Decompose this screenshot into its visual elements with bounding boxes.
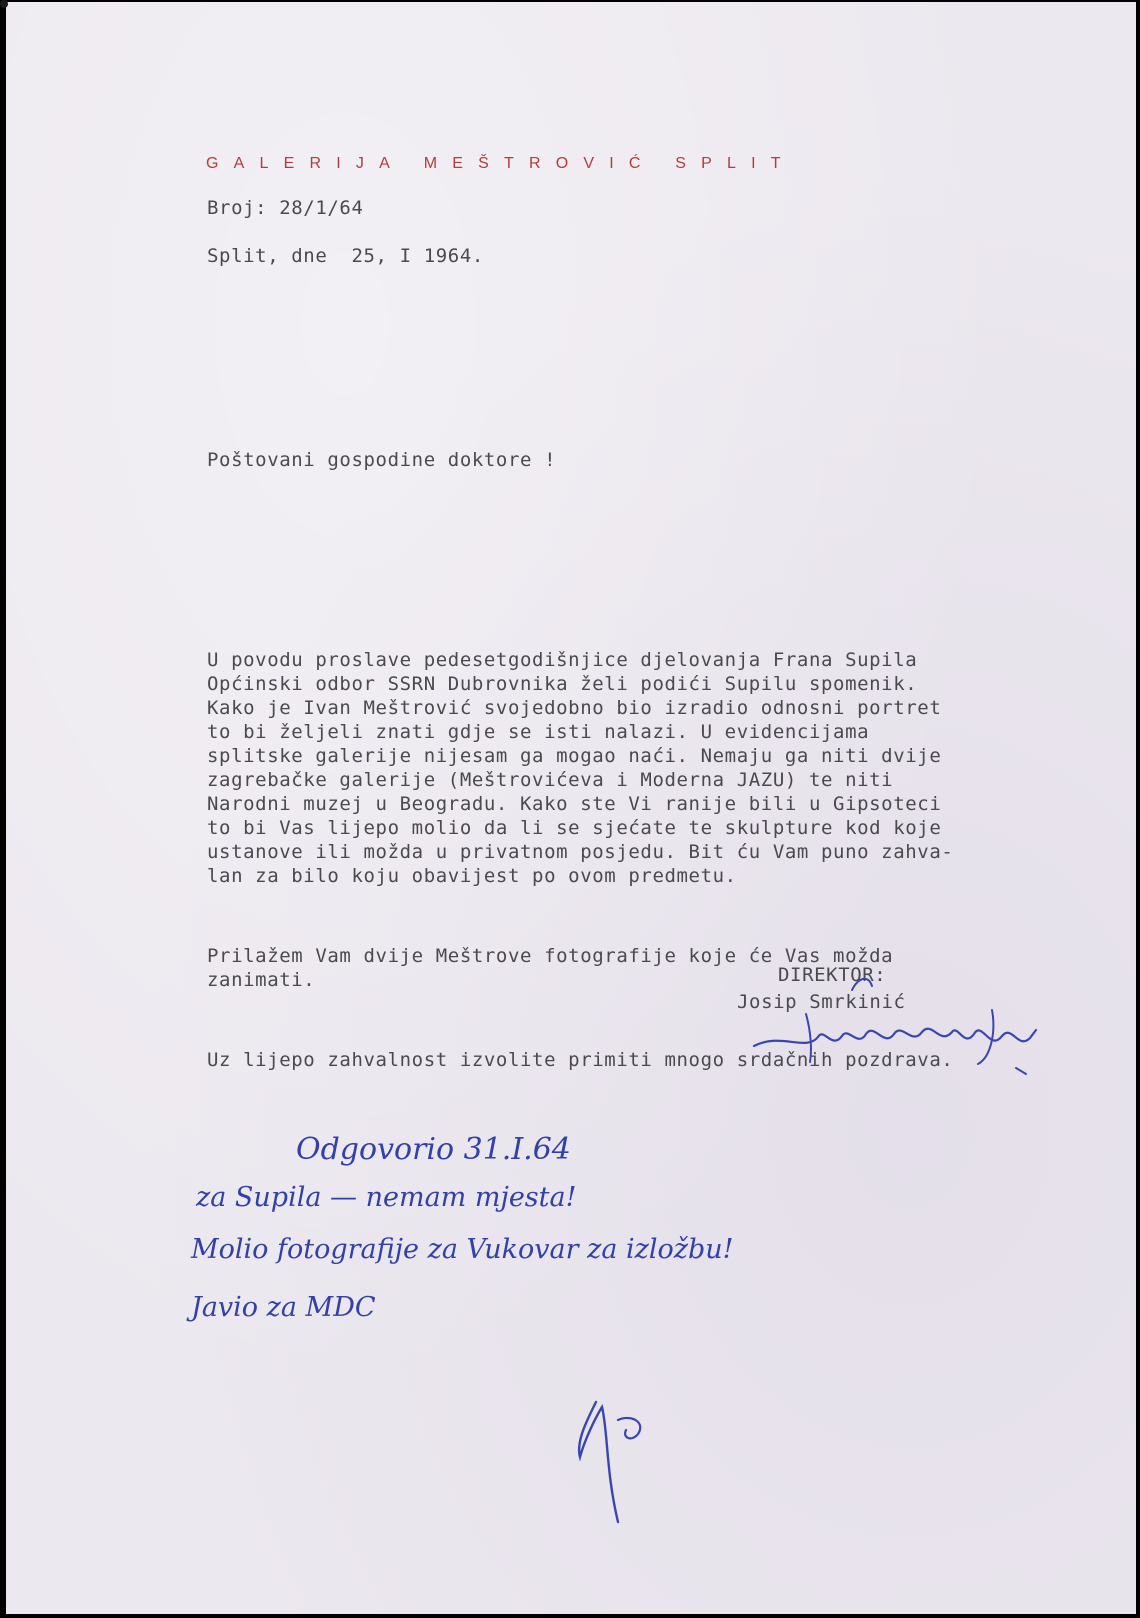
reference-number: Broj: 28/1/64 — [207, 197, 364, 219]
date-line: Split, dne 25, I 1964. — [207, 245, 484, 267]
letterhead-title: GALERIJA MEŠTROVIĆ SPLIT — [206, 155, 796, 172]
signature-title: DIREKTOR: — [778, 964, 887, 986]
body-paragraph-2: Prilažem Vam dvije Meštrove fotografije koje će Vas možda zanimati. — [207, 945, 894, 991]
body-paragraph-3: Uz lijepo zahvalnost izvolite primiti mnogo srdačnih pozdrava. — [207, 1049, 954, 1071]
handwritten-note-1: Odgovorio 31.I.64 — [296, 1132, 571, 1167]
signature-name: Josip Smrkinić — [737, 991, 906, 1013]
body-paragraph-1: U povodu proslave pedesetgodišnjice djelovanja Frana Supila Općinski odbor SSRN Dubrovnika želi podići Supilu spomenik. Kako je Ivan Meštrović svojedobno bio izradio odnosni portret to bi željeli znati gdje se isti nalazi. U evidencijama splitske galerije nijesam ga mogao naći. Nemaju ga niti dvije zagrebačke galerije (Meštrovićeva i Moderna JAZU) te niti Narodni muzej u Beogradu. Kako ste Vi ranije bili u Gipsoteci to bi Vas lijepo molio da li se sjećate te skulpture kod koje ustanove ili možda u privatnom posjedu. Bit ću Vam puno zahva- lan za bilo koju obavijest po ovom predmetu. — [207, 649, 954, 887]
letter-page — [6, 2, 1136, 1614]
handwritten-note-3: Molio fotografije za Vukovar za izložbu! — [191, 1234, 734, 1265]
handwritten-note-4: Javio za MDC — [191, 1292, 376, 1323]
handwritten-note-2: za Supila — nemam mjesta! — [196, 1182, 577, 1213]
salutation: Poštovani gospodine doktore ! — [207, 449, 557, 471]
corner-mark — [0, 0, 8, 8]
letter-body — [207, 600, 953, 1120]
